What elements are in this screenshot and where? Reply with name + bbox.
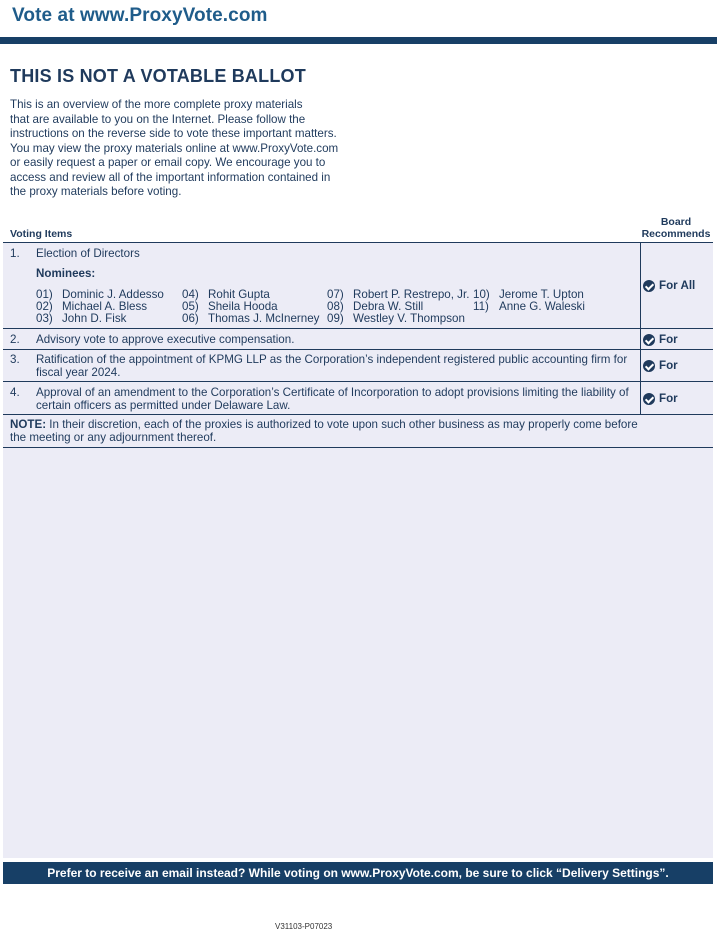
header-divider-bar	[0, 37, 717, 44]
table-rule	[3, 242, 713, 243]
nominee-name: Westley V. Thompson	[353, 312, 465, 325]
nominee-name: Thomas J. McInerney	[208, 312, 320, 325]
table-rule	[3, 414, 713, 415]
item-text: Ratification of the appointment of KPMG LLP as the Corporation’s independent registered public accounting firm for fiscal year 2024.	[36, 353, 628, 379]
item-number: 4.	[10, 386, 20, 399]
nominee-number: 02)	[36, 300, 53, 313]
recommendation-item-2	[643, 333, 678, 346]
nominee	[473, 301, 585, 313]
nominee	[36, 313, 126, 325]
nominee	[182, 313, 319, 325]
email-delivery-banner: Prefer to receive an email instead? While voting on www.ProxyVote.com, be sure to click “Delivery Settings”.	[3, 862, 713, 884]
recommendation-label: For	[659, 359, 678, 372]
intro-line: that are available to you on the Internet. Please follow the	[10, 112, 306, 126]
item-text: Advisory vote to approve executive compensation.	[36, 333, 295, 346]
table-rule	[3, 328, 713, 329]
note-body: In their discretion, each of the proxies is authorized to vote upon such other business as may properly come before the meeting or any adjournment thereof.	[10, 418, 638, 444]
table-rule	[3, 349, 713, 350]
note-text	[10, 419, 640, 444]
intro-line: You may view the proxy materials online at www.ProxyVote.com	[10, 141, 339, 155]
nominee-name: John D. Fisk	[62, 312, 127, 325]
nominee-name: Rohit Gupta	[208, 288, 270, 301]
table-rule	[3, 447, 713, 448]
nominee-name: Anne G. Waleski	[499, 300, 585, 313]
intro-line: access and review all of the important information contained in	[10, 170, 331, 184]
nominee-name: Robert P. Restrepo, Jr.	[353, 288, 470, 301]
nominee-number: 09)	[327, 312, 344, 325]
nominee-number: 06)	[182, 312, 199, 325]
table-rule	[3, 381, 713, 382]
intro-line: the proxy materials before voting.	[10, 185, 182, 198]
board-recommends-header	[640, 217, 712, 240]
recommendation-label: For All	[659, 279, 696, 292]
nominee-number: 03)	[36, 312, 53, 325]
board-header-line2: Recommends	[641, 227, 711, 240]
check-circle-icon	[643, 360, 655, 372]
board-header-line1: Board	[660, 216, 692, 228]
nominee-name: Jerome T. Upton	[499, 288, 584, 301]
nominee-number: 05)	[182, 300, 199, 313]
proxyvote-link[interactable]: Vote at www.ProxyVote.com	[12, 5, 268, 26]
recommendation-item-1	[643, 279, 695, 292]
nominee-name: Michael A. Bless	[62, 300, 148, 313]
nominee-number: 10)	[473, 288, 490, 301]
check-circle-icon	[643, 280, 655, 292]
nominee-number: 01)	[36, 288, 53, 301]
recommendation-item-4	[643, 392, 678, 405]
nominee-number: 07)	[327, 288, 344, 301]
recommendation-item-3	[643, 359, 678, 372]
item-text: Election of Directors	[36, 247, 140, 260]
item-number: 2.	[10, 333, 20, 346]
nominee-name: Dominic J. Addesso	[62, 288, 164, 301]
nominees-label: Nominees:	[36, 267, 96, 280]
intro-line: or easily request a paper or email copy. We encourage you to	[10, 156, 326, 169]
recommendation-label: For	[659, 333, 678, 346]
nominee-number: 08)	[327, 300, 344, 313]
nominee-name: Debra W. Still	[353, 300, 424, 313]
item-number: 1.	[10, 247, 20, 260]
item-number: 3.	[10, 353, 20, 366]
check-circle-icon	[643, 393, 655, 405]
column-divider	[640, 242, 641, 414]
recommendation-label: For	[659, 392, 678, 405]
note-label: NOTE:	[10, 418, 47, 431]
check-circle-icon	[643, 334, 655, 346]
nominee-number: 11)	[473, 300, 489, 313]
intro-line: instructions on the reverse side to vote these important matters.	[10, 127, 337, 140]
intro-line: This is an overview of the more complete proxy materials	[10, 98, 303, 111]
item-text: Approval of an amendment to the Corporation’s Certificate of Incorporation to adopt provisions limiting the liability of certain officers as permitted under Delaware Law.	[36, 386, 629, 412]
page-headline: THIS IS NOT A VOTABLE BALLOT	[10, 66, 306, 86]
document-code: V31103-P07023	[275, 922, 333, 931]
nominee-number: 04)	[182, 288, 199, 301]
nominee	[327, 313, 465, 325]
voting-items-header: Voting Items	[10, 228, 73, 240]
intro-paragraph	[10, 98, 350, 200]
nominee-name: Sheila Hooda	[208, 300, 278, 313]
